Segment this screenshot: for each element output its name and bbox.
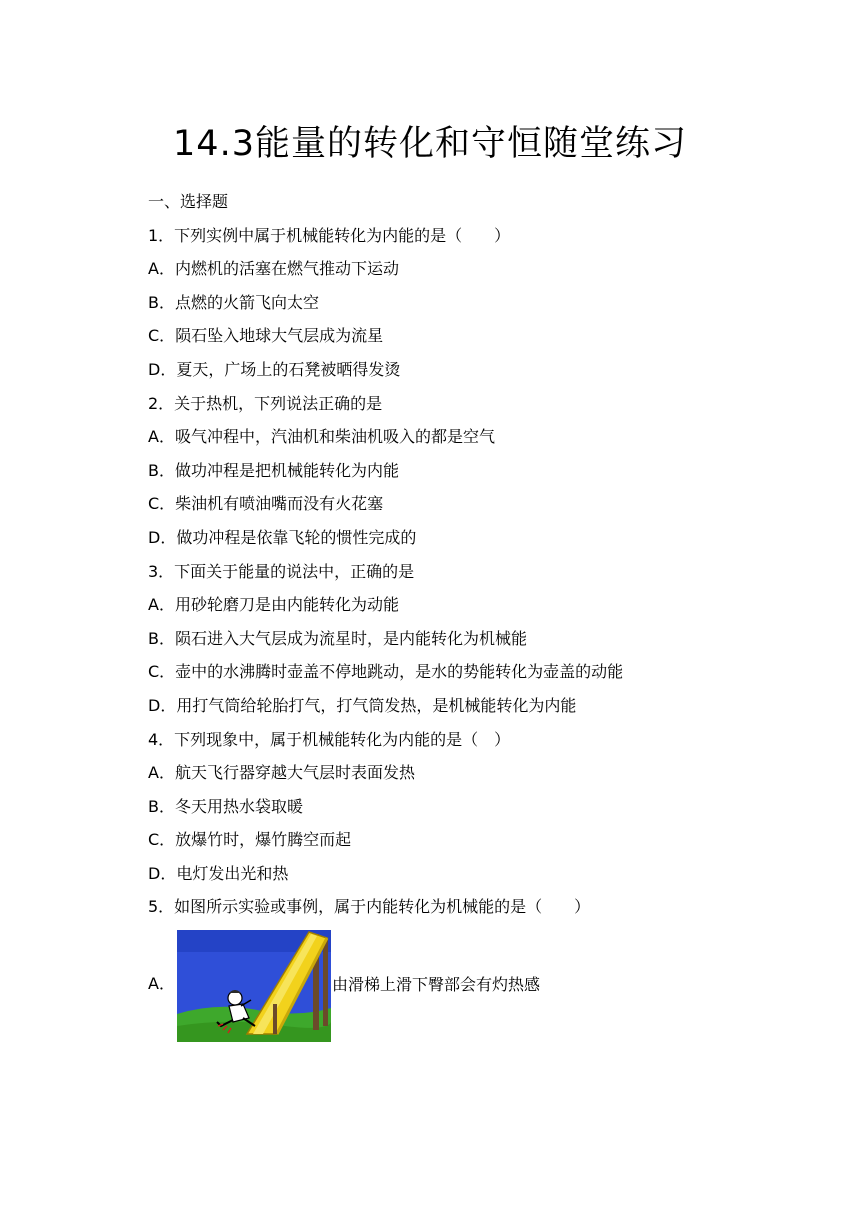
answer-option: B．陨石进入大气层成为流星时，是内能转化为机械能 (148, 628, 527, 648)
answer-option: D．做功冲程是依靠飞轮的惯性完成的 (148, 527, 417, 547)
answer-option: D．电灯发出光和热 (148, 863, 289, 883)
option-letter: A． (148, 974, 175, 993)
question-stem: 5．如图所示实验或事例，属于内能转化为机械能的是（ ） (148, 897, 591, 917)
answer-option: B．做功冲程是把机械能转化为内能 (148, 460, 399, 480)
ladder-post-back (323, 940, 328, 1026)
answer-option: D．夏天，广场上的石凳被晒得发烫 (148, 359, 401, 379)
section-heading: 一、选择题 (148, 192, 229, 211)
question-stem: 4．下列现象中，属于机械能转化为内能的是（ ） (148, 729, 511, 749)
answer-option: C．陨石坠入地球大气层成为流星 (148, 326, 384, 346)
answer-option: C．柴油机有喷油嘴而没有火花塞 (148, 494, 384, 514)
answer-option: C．放爆竹时，爆竹腾空而起 (148, 830, 352, 850)
answer-option: C．壶中的水沸腾时壶盖不停地跳动，是水的势能转化为壶盖的动能 (148, 662, 624, 682)
answer-option: B．冬天用热水袋取暖 (148, 796, 303, 816)
q5-option-a (148, 930, 788, 1042)
answer-option: B．点燃的火箭飞向太空 (148, 292, 319, 312)
answer-option: A．吸气冲程中，汽油机和柴油机吸入的都是空气 (148, 427, 495, 447)
slide-illustration-icon (177, 930, 331, 1042)
child-head (228, 991, 242, 1005)
answer-option: D．用打气筒给轮胎打气，打气筒发热，是机械能转化为内能 (148, 695, 577, 715)
answer-option: A．用砂轮磨刀是由内能转化为动能 (148, 595, 399, 615)
page-title: 14.3能量的转化和守恒随堂练习 (173, 124, 687, 164)
answer-option: A．航天飞行器穿越大气层时表面发热 (148, 763, 415, 783)
answer-option: A．内燃机的活塞在燃气推动下运动 (148, 259, 399, 279)
slide-support (273, 1004, 277, 1034)
question-stem: 1．下列实例中属于机械能转化为内能的是（ ） (148, 225, 511, 245)
question-list (148, 185, 788, 924)
question-stem: 2．关于热机，下列说法正确的是 (148, 393, 383, 413)
question-stem: 3．下面关于能量的说法中，正确的是 (148, 561, 415, 581)
option-caption: 由滑梯上滑下臀部会有灼热感 (332, 975, 541, 994)
